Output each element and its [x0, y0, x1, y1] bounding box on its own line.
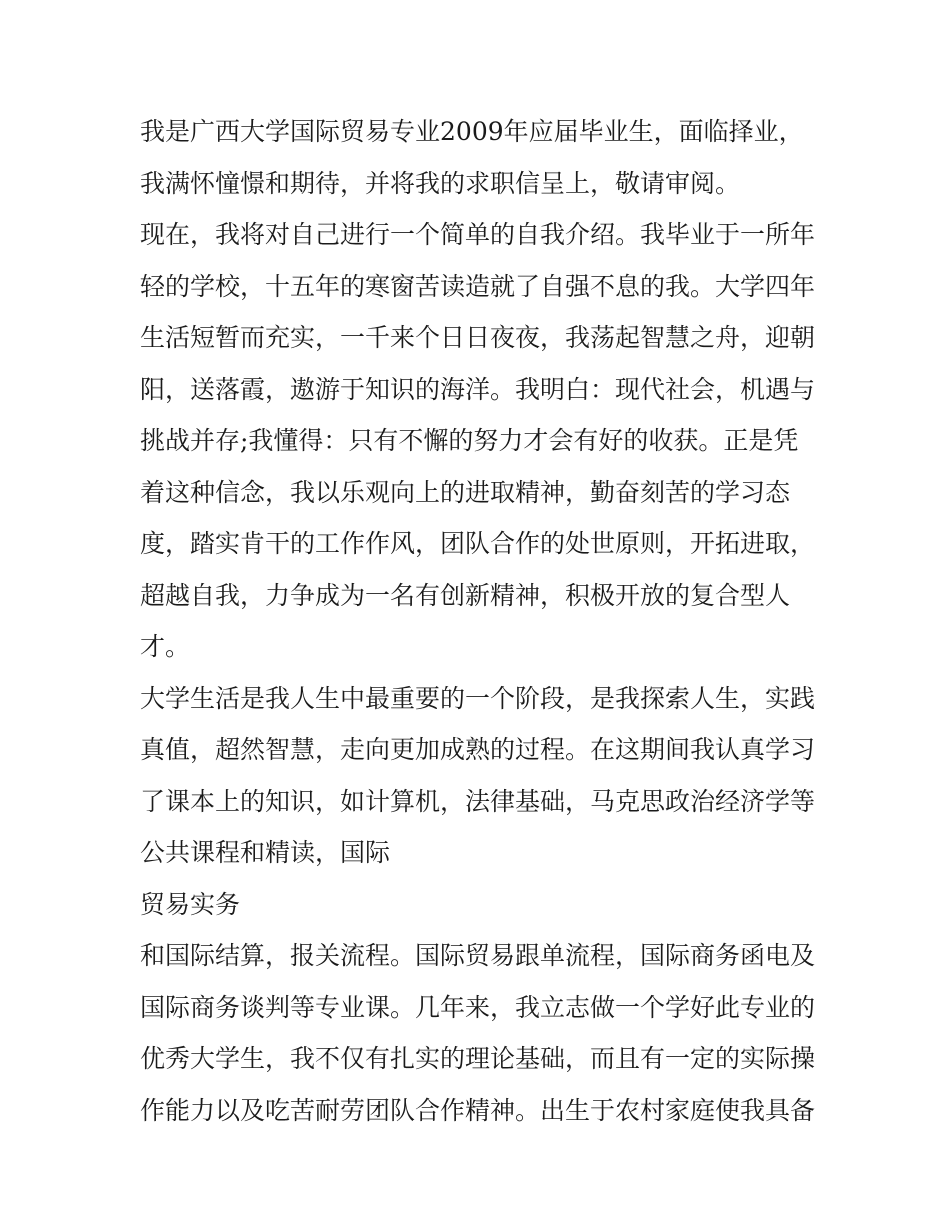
text-line: 公共课程和精读，国际	[140, 838, 391, 867]
text-line: 和国际结算，报关流程。国际贸易跟单流程，国际商务函电及	[140, 941, 816, 970]
text-line: 着这种信念，我以乐观向上的进取精神，勤奋刻苦的学习态	[140, 477, 791, 507]
text-line: 轻的学校，十五年的寒窗苦读造就了自强不息的我。大学四年	[140, 271, 816, 301]
text-line: 生活短暂而充实，一千来个日日夜夜，我荡起智慧之舟，迎朝	[140, 323, 816, 352]
text-line: 作能力以及吃苦耐劳团队合作精神。出生于农村家庭使我具备	[140, 1095, 816, 1125]
text-line: 我是广西大学国际贸易专业2009年应届毕业生，面临择业，	[140, 117, 804, 146]
text-line: 真值，超然智慧，走向更加成熟的过程。在这期间我认真学习	[140, 735, 816, 764]
document-body	[140, 106, 820, 1136]
text-line: 优秀大学生，我不仅有扎实的理论基础，而且有一定的实际操	[140, 1044, 816, 1073]
text-line: 现在，我将对自己进行一个简单的自我介绍。我毕业于一所年	[140, 220, 816, 249]
text-line: 了课本上的知识，如计算机，法律基础，马克思政治经济学等	[140, 786, 816, 816]
text-line: 挑战并存;我懂得：只有不懈的努力才会有好的收获。正是凭	[140, 426, 799, 455]
text-line: 贸易实务	[140, 889, 241, 919]
text-line: 度，踏实肯干的工作作风，团队合作的处世原则，开拓进取，	[140, 529, 816, 558]
text-line: 超越自我，力争成为一名有创新精神，积极开放的复合型人	[140, 580, 791, 610]
text-line: 阳，送落霞，遨游于知识的海洋。我明白：现代社会，机遇与	[140, 374, 816, 404]
text-line: 大学生活是我人生中最重要的一个阶段，是我探索人生，实践	[140, 683, 816, 713]
text-line: 国际商务谈判等专业课。几年来，我立志做一个学好此专业的	[140, 992, 816, 1022]
text-line: 我满怀憧憬和期待，并将我的求职信呈上，敬请审阅。	[140, 168, 741, 198]
text-line: 才。	[140, 632, 191, 661]
